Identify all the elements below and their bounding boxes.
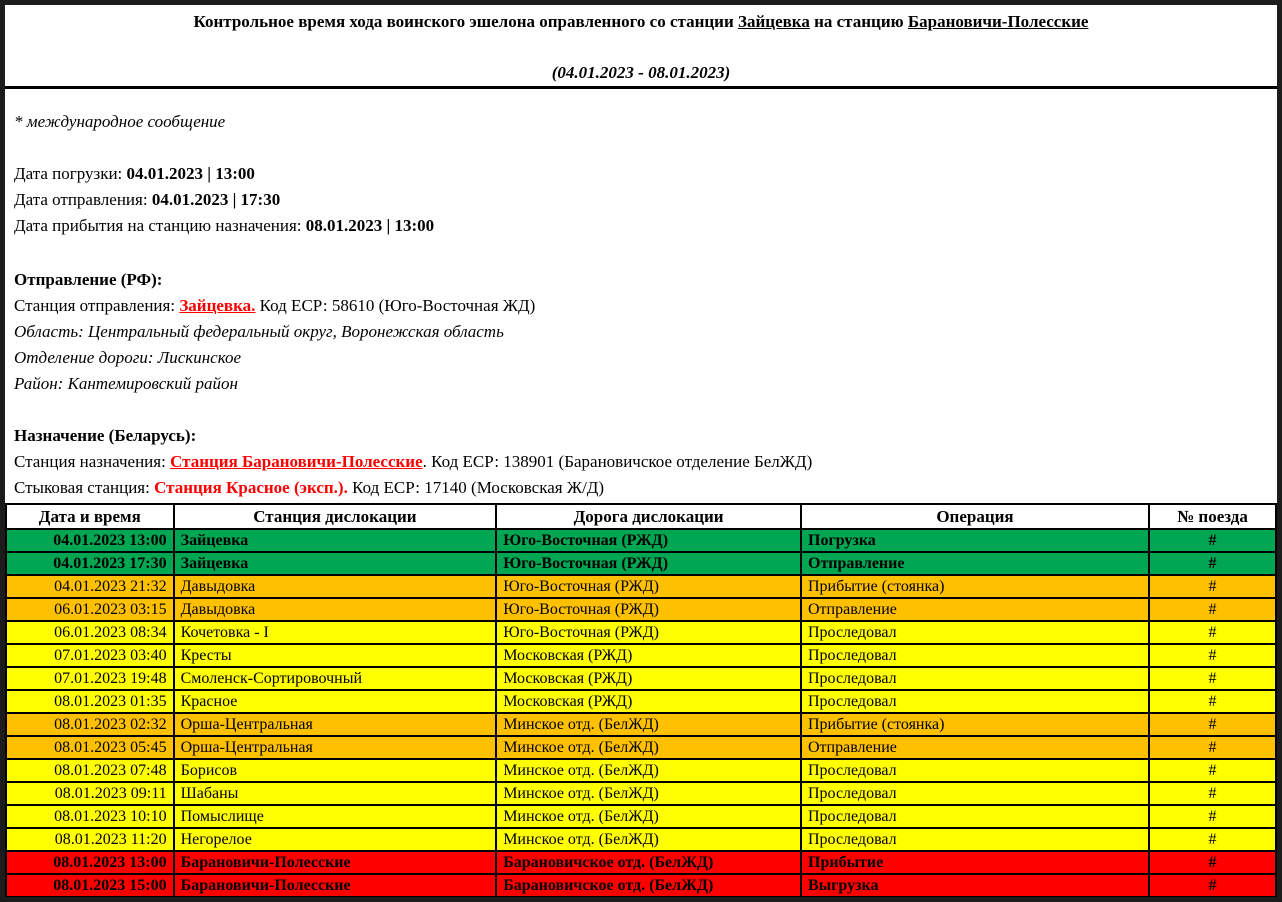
cell-operation: Проследовал xyxy=(801,690,1149,713)
cell-station: Помыслище xyxy=(174,805,497,828)
table-row xyxy=(6,667,1276,690)
table-row xyxy=(6,805,1276,828)
cell-road: Юго-Восточная (РЖД) xyxy=(496,552,801,575)
cell-station: Зайцевка xyxy=(174,529,497,552)
report-body xyxy=(5,109,1277,501)
cell-station: Орша-Центральная xyxy=(174,736,497,759)
destination-station-rest: . Код ЕСР: 138901 (Барановичское отделение БелЖД) xyxy=(422,452,813,471)
departure-heading: Отправление (РФ): xyxy=(14,270,163,289)
cell-station: Кресты xyxy=(174,644,497,667)
cell-station: Шабаны xyxy=(174,782,497,805)
cell-train: # xyxy=(1149,736,1276,759)
table-row xyxy=(6,690,1276,713)
destination-section xyxy=(14,423,1268,501)
junction-station-name: Станция Красное (эксп.). xyxy=(154,478,348,497)
title-part1: Контрольное время хода воинского эшелона оправленного со станции xyxy=(193,12,739,31)
cell-operation: Прибытие xyxy=(801,851,1149,874)
cell-train: # xyxy=(1149,552,1276,575)
junction-station-line xyxy=(14,475,1268,501)
table-row xyxy=(6,713,1276,736)
cell-operation: Проследовал xyxy=(801,828,1149,851)
cell-road: Юго-Восточная (РЖД) xyxy=(496,575,801,598)
timeline-table-head xyxy=(6,504,1276,529)
table-row xyxy=(6,552,1276,575)
cell-datetime: 08.01.2023 01:35 xyxy=(6,690,174,713)
cell-operation: Выгрузка xyxy=(801,874,1149,897)
cell-train: # xyxy=(1149,828,1276,851)
departure-station-line xyxy=(14,293,1268,319)
cell-datetime: 08.01.2023 13:00 xyxy=(6,851,174,874)
departure-date-value: 04.01.2023 | 17:30 xyxy=(151,190,281,209)
destination-heading: Назначение (Беларусь): xyxy=(14,426,197,445)
table-row xyxy=(6,644,1276,667)
cell-train: # xyxy=(1149,690,1276,713)
cell-road: Барановичское отд. (БелЖД) xyxy=(496,874,801,897)
loading-date-label: Дата погрузки: xyxy=(14,164,127,183)
cell-train: # xyxy=(1149,805,1276,828)
cell-road: Московская (РЖД) xyxy=(496,667,801,690)
arrival-date-value: 08.01.2023 | 13:00 xyxy=(305,216,435,235)
departure-date-label: Дата отправления: xyxy=(14,190,152,209)
date-range-subtitle: (04.01.2023 - 08.01.2023) xyxy=(551,63,731,82)
title-part2: на станцию xyxy=(809,12,908,31)
cell-station: Красное xyxy=(174,690,497,713)
cell-road: Минское отд. (БелЖД) xyxy=(496,828,801,851)
table-row xyxy=(6,736,1276,759)
cell-train: # xyxy=(1149,782,1276,805)
cell-operation: Проследовал xyxy=(801,782,1149,805)
cell-station: Орша-Центральная xyxy=(174,713,497,736)
arrival-date-line xyxy=(14,213,1268,239)
cell-train: # xyxy=(1149,851,1276,874)
cell-datetime: 08.01.2023 05:45 xyxy=(6,736,174,759)
departure-section xyxy=(14,267,1268,397)
cell-operation: Отправление xyxy=(801,552,1149,575)
timeline-table xyxy=(5,503,1277,898)
cell-datetime: 06.01.2023 08:34 xyxy=(6,621,174,644)
header-train-number: № поезда xyxy=(1149,504,1276,529)
cell-operation: Прибытие (стоянка) xyxy=(801,713,1149,736)
table-row xyxy=(6,851,1276,874)
departure-date-line xyxy=(14,187,1268,213)
header-operation: Операция xyxy=(801,504,1149,529)
cell-datetime: 04.01.2023 13:00 xyxy=(6,529,174,552)
table-row xyxy=(6,529,1276,552)
table-row xyxy=(6,874,1276,897)
cell-operation: Проследовал xyxy=(801,621,1149,644)
cell-datetime: 07.01.2023 03:40 xyxy=(6,644,174,667)
cell-road: Юго-Восточная (РЖД) xyxy=(496,598,801,621)
cell-road: Минское отд. (БелЖД) xyxy=(496,805,801,828)
title-block xyxy=(5,5,1277,89)
cell-station: Борисов xyxy=(174,759,497,782)
cell-train: # xyxy=(1149,529,1276,552)
departure-station-label: Станция отправления: xyxy=(14,296,180,315)
loading-date-value: 04.01.2023 | 13:00 xyxy=(126,164,255,183)
cell-datetime: 08.01.2023 15:00 xyxy=(6,874,174,897)
cell-train: # xyxy=(1149,644,1276,667)
cell-train: # xyxy=(1149,667,1276,690)
cell-datetime: 08.01.2023 09:11 xyxy=(6,782,174,805)
arrival-date-label: Дата прибытия на станцию назначения: xyxy=(14,216,306,235)
table-row xyxy=(6,621,1276,644)
cell-station: Смоленск-Сортировочный xyxy=(174,667,497,690)
cell-datetime: 06.01.2023 03:15 xyxy=(6,598,174,621)
departure-region-line: Область: Центральный федеральный округ, Воронежская область xyxy=(14,322,504,341)
cell-road: Московская (РЖД) xyxy=(496,644,801,667)
departure-station-rest: Код ЕСР: 58610 (Юго-Восточная ЖД) xyxy=(255,296,536,315)
loading-date-line xyxy=(14,161,1268,187)
cell-station: Давыдовка xyxy=(174,575,497,598)
header-road: Дорога дислокации xyxy=(496,504,801,529)
cell-datetime: 08.01.2023 02:32 xyxy=(6,713,174,736)
cell-station: Негорелое xyxy=(174,828,497,851)
cell-station: Кочетовка - I xyxy=(174,621,497,644)
cell-road: Юго-Восточная (РЖД) xyxy=(496,529,801,552)
cell-road: Минское отд. (БелЖД) xyxy=(496,782,801,805)
destination-station-link[interactable]: Станция Барановичи-Полесские xyxy=(170,452,423,471)
table-row xyxy=(6,575,1276,598)
header-station: Станция дислокации xyxy=(174,504,497,529)
cell-train: # xyxy=(1149,575,1276,598)
cell-operation: Проследовал xyxy=(801,667,1149,690)
page-title xyxy=(5,12,1277,32)
cell-operation: Погрузка xyxy=(801,529,1149,552)
cell-operation: Отправление xyxy=(801,736,1149,759)
destination-station-line xyxy=(14,449,1268,475)
cell-road: Московская (РЖД) xyxy=(496,690,801,713)
table-row xyxy=(6,782,1276,805)
cell-station: Барановичи-Полесские xyxy=(174,874,497,897)
cell-station: Барановичи-Полесские xyxy=(174,851,497,874)
cell-train: # xyxy=(1149,713,1276,736)
cell-train: # xyxy=(1149,759,1276,782)
cell-road: Минское отд. (БелЖД) xyxy=(496,713,801,736)
title-station-from: Зайцевка xyxy=(738,12,810,31)
cell-road: Барановичское отд. (БелЖД) xyxy=(496,851,801,874)
cell-operation: Проследовал xyxy=(801,644,1149,667)
header-datetime: Дата и время xyxy=(6,504,174,529)
cell-station: Зайцевка xyxy=(174,552,497,575)
cell-train: # xyxy=(1149,598,1276,621)
junction-station-label: Стыковая станция: xyxy=(14,478,155,497)
cell-train: # xyxy=(1149,874,1276,897)
cell-road: Минское отд. (БелЖД) xyxy=(496,759,801,782)
cell-datetime: 07.01.2023 19:48 xyxy=(6,667,174,690)
cell-operation: Проследовал xyxy=(801,759,1149,782)
title-station-to: Барановичи-Полесские xyxy=(907,12,1089,31)
cell-datetime: 08.01.2023 07:48 xyxy=(6,759,174,782)
cell-datetime: 04.01.2023 17:30 xyxy=(6,552,174,575)
cell-road: Минское отд. (БелЖД) xyxy=(496,736,801,759)
cell-datetime: 08.01.2023 10:10 xyxy=(6,805,174,828)
cell-operation: Отправление xyxy=(801,598,1149,621)
timeline-table-body xyxy=(6,529,1276,897)
destination-station-label: Станция назначения: xyxy=(14,452,171,471)
table-row xyxy=(6,828,1276,851)
cell-datetime: 08.01.2023 11:20 xyxy=(6,828,174,851)
departure-station-link[interactable]: Зайцевка. xyxy=(179,296,256,315)
table-row xyxy=(6,759,1276,782)
cell-datetime: 04.01.2023 21:32 xyxy=(6,575,174,598)
table-row xyxy=(6,598,1276,621)
dates-block xyxy=(14,161,1268,239)
header-row xyxy=(6,504,1276,529)
cell-train: # xyxy=(1149,621,1276,644)
cell-road: Юго-Восточная (РЖД) xyxy=(496,621,801,644)
international-note: * международное сообщение xyxy=(14,112,226,131)
cell-station: Давыдовка xyxy=(174,598,497,621)
departure-division-line: Отделение дороги: Лискинское xyxy=(14,348,242,367)
departure-district-line: Район: Кантемировский район xyxy=(14,374,238,393)
cell-operation: Проследовал xyxy=(801,805,1149,828)
cell-operation: Прибытие (стоянка) xyxy=(801,575,1149,598)
junction-station-rest: Код ЕСР: 17140 (Московская Ж/Д) xyxy=(347,478,605,497)
